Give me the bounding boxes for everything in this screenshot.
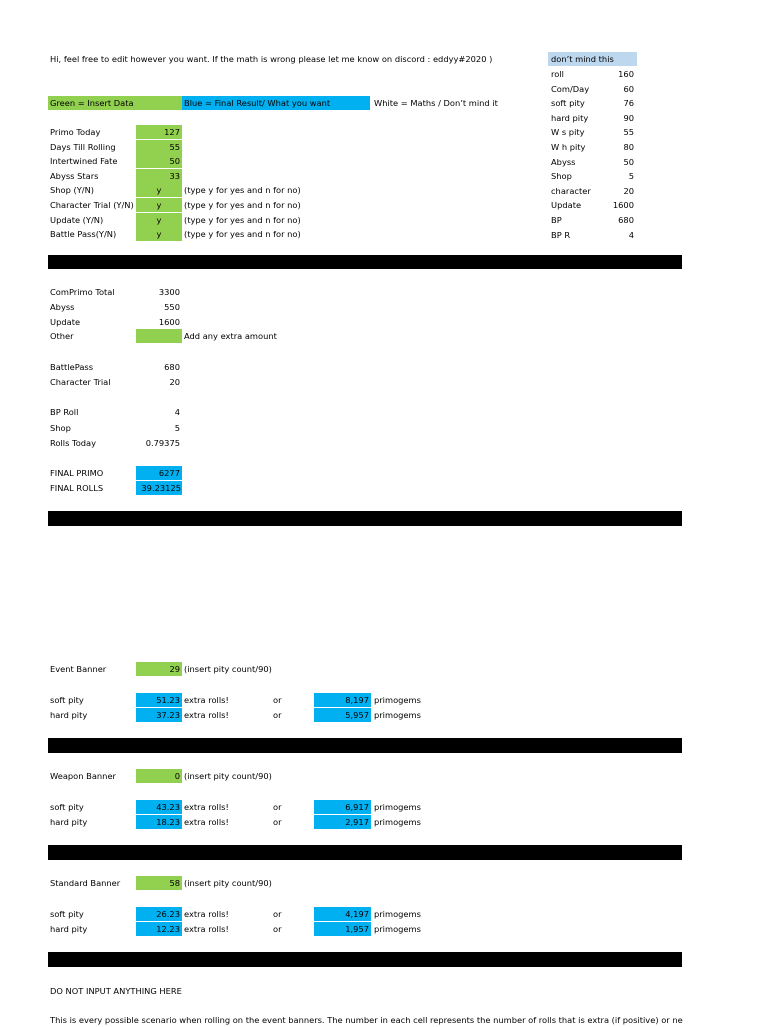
other-label: Other bbox=[50, 331, 74, 341]
rolls-today-label: Rolls Today bbox=[50, 438, 97, 448]
input-label: Update (Y/N) bbox=[50, 214, 104, 225]
extra-rolls-label: extra rolls! bbox=[184, 802, 229, 812]
or-label: or bbox=[273, 817, 282, 827]
shop-label: Shop bbox=[50, 423, 71, 433]
or-label: or bbox=[273, 710, 282, 720]
side-row-value[interactable]: 1600 bbox=[612, 200, 634, 211]
input-cell[interactable] bbox=[136, 227, 182, 241]
side-row-value[interactable]: 60 bbox=[623, 83, 634, 94]
input-label: Character Trial (Y/N) bbox=[50, 200, 134, 210]
input-cell[interactable] bbox=[136, 198, 182, 212]
final-primo-cell[interactable] bbox=[136, 466, 182, 480]
input-value: 55 bbox=[169, 141, 180, 152]
hard-pity-label: hard pity bbox=[50, 817, 88, 827]
hard-pity-label: hard pity bbox=[50, 710, 88, 720]
extra-rolls-label: extra rolls! bbox=[184, 710, 229, 720]
hard-pity-primo: 1,957 bbox=[345, 924, 369, 934]
side-row-label: Shop bbox=[551, 171, 572, 182]
input-note: (type y for yes and n for no) bbox=[184, 185, 301, 196]
legend-blue-text: Blue = Final Result/ What you want bbox=[184, 98, 331, 108]
other-note: Add any extra amount bbox=[184, 331, 277, 341]
side-row-value[interactable]: 50 bbox=[623, 156, 634, 167]
or-label: or bbox=[273, 802, 282, 812]
section-divider bbox=[48, 952, 682, 967]
side-header-cell[interactable] bbox=[548, 52, 637, 66]
input-note: (type y for yes and n for no) bbox=[184, 214, 301, 225]
input-label: Shop (Y/N) bbox=[50, 185, 95, 196]
extra-rolls-label: extra rolls! bbox=[184, 695, 229, 705]
legend-green-cell[interactable] bbox=[48, 96, 182, 110]
hard-pity-primo: 2,917 bbox=[345, 817, 369, 827]
input-label: Primo Today bbox=[50, 127, 101, 137]
hard-pity-primo-cell[interactable] bbox=[314, 815, 371, 829]
input-value: 33 bbox=[169, 170, 180, 181]
side-row-label: Update bbox=[551, 200, 582, 211]
input-cell[interactable] bbox=[136, 183, 182, 197]
input-note: (type y for yes and n for no) bbox=[184, 229, 301, 240]
side-row-value[interactable]: 76 bbox=[623, 98, 634, 109]
or-label: or bbox=[273, 909, 282, 919]
section-divider bbox=[48, 738, 682, 753]
side-row-label: W h pity bbox=[551, 142, 586, 152]
final-primo-label: FINAL PRIMO bbox=[50, 468, 104, 478]
primogems-label: primogems bbox=[374, 924, 421, 934]
side-row-value[interactable]: 20 bbox=[623, 185, 634, 196]
banner-name: Weapon Banner bbox=[50, 771, 116, 781]
legend-white-text: White = Maths / Don’t mind it bbox=[374, 98, 498, 108]
rolls-today-value[interactable]: 0.79375 bbox=[145, 438, 180, 448]
battlepass-label: BattlePass bbox=[50, 362, 94, 372]
primogems-label: primogems bbox=[374, 817, 421, 827]
comprimo-label: ComPrimo Total bbox=[50, 287, 115, 297]
extra-rolls-label: extra rolls! bbox=[184, 924, 229, 934]
side-row-label: character bbox=[551, 185, 591, 196]
hard-pity-rolls: 12.23 bbox=[156, 924, 180, 934]
input-value: 50 bbox=[169, 156, 180, 167]
bp-roll-value[interactable]: 4 bbox=[174, 407, 180, 417]
input-cell[interactable] bbox=[136, 213, 182, 227]
input-label: Battle Pass(Y/N) bbox=[50, 229, 117, 240]
side-row-label: BP R bbox=[551, 229, 571, 240]
hard-pity-primo: 5,957 bbox=[345, 710, 369, 720]
final-rolls-cell[interactable] bbox=[136, 481, 182, 495]
input-label: Days Till Rolling bbox=[50, 141, 116, 152]
banner-pity-value: 29 bbox=[169, 664, 180, 674]
hard-pity-rolls: 18.23 bbox=[156, 817, 180, 827]
legend-green-text: Green = Insert Data bbox=[50, 98, 134, 108]
extra-rolls-label: extra rolls! bbox=[184, 817, 229, 827]
input-cell[interactable] bbox=[136, 154, 182, 168]
banner-name: Event Banner bbox=[50, 664, 107, 674]
soft-pity-rolls: 26.23 bbox=[156, 909, 180, 919]
hard-pity-label: hard pity bbox=[50, 924, 88, 934]
soft-pity-primo-cell[interactable] bbox=[314, 693, 371, 707]
banner-pity-input[interactable] bbox=[136, 662, 182, 676]
banner-pity-note: (insert pity count/90) bbox=[184, 878, 272, 888]
hard-pity-primo-cell[interactable] bbox=[314, 708, 371, 722]
side-row-value[interactable]: 55 bbox=[623, 127, 634, 138]
input-note: (type y for yes and n for no) bbox=[184, 200, 301, 210]
hard-pity-rolls: 37.23 bbox=[156, 710, 180, 720]
input-value: y bbox=[156, 214, 162, 225]
side-row-value[interactable]: 5 bbox=[628, 171, 634, 182]
side-row-label: W s pity bbox=[551, 127, 585, 138]
soft-pity-primo-cell[interactable] bbox=[314, 800, 371, 814]
character-trial-value[interactable]: 20 bbox=[169, 377, 180, 387]
side-row-label: Com/Day bbox=[551, 83, 590, 94]
primogems-label: primogems bbox=[374, 909, 421, 919]
side-row-value[interactable]: 4 bbox=[628, 229, 634, 240]
shop-value[interactable]: 5 bbox=[174, 423, 180, 433]
character-trial-label: Character Trial bbox=[50, 377, 111, 387]
soft-pity-label: soft pity bbox=[50, 695, 84, 705]
soft-pity-rolls-cell[interactable] bbox=[136, 907, 182, 921]
side-row-label: BP bbox=[551, 215, 562, 225]
primogems-label: primogems bbox=[374, 710, 421, 720]
soft-pity-primo: 4,197 bbox=[345, 909, 369, 919]
final-primo-value: 6277 bbox=[158, 468, 180, 478]
soft-pity-primo-cell[interactable] bbox=[314, 907, 371, 921]
input-cell[interactable] bbox=[136, 169, 182, 183]
other-input[interactable] bbox=[136, 329, 182, 343]
banner-name: Standard Banner bbox=[50, 878, 121, 888]
footer-warning: DO NOT INPUT ANYTHING HERE bbox=[50, 986, 182, 996]
or-label: or bbox=[273, 695, 282, 705]
side-row-label: hard pity bbox=[551, 112, 589, 123]
section-divider bbox=[48, 511, 682, 526]
final-rolls-label: FINAL ROLLS bbox=[50, 483, 104, 493]
banner-pity-value: 58 bbox=[169, 878, 180, 888]
footer-description: This is every possible scenario when rolling on the event banners. The number in each cell represents the number of rolls that is extra (if positive) or ne bbox=[50, 1015, 683, 1025]
banner-pity-note: (insert pity count/90) bbox=[184, 771, 272, 781]
abyss-value[interactable]: 550 bbox=[164, 302, 180, 312]
primogems-label: primogems bbox=[374, 695, 421, 705]
or-label: or bbox=[273, 924, 282, 934]
comprimo-value[interactable]: 3300 bbox=[158, 287, 180, 297]
input-value: 127 bbox=[164, 127, 180, 137]
final-rolls-value: 39.23125 bbox=[141, 483, 181, 493]
input-value: y bbox=[156, 185, 162, 196]
extra-rolls-label: extra rolls! bbox=[184, 909, 229, 919]
bp-roll-label: BP Roll bbox=[50, 407, 79, 417]
input-value: y bbox=[156, 229, 162, 240]
legend-blue-cell[interactable] bbox=[182, 96, 370, 110]
side-row-value[interactable]: 90 bbox=[623, 112, 634, 123]
soft-pity-label: soft pity bbox=[50, 909, 84, 919]
banner-pity-input[interactable] bbox=[136, 876, 182, 890]
banner-pity-input[interactable] bbox=[136, 769, 182, 783]
side-row-value[interactable]: 680 bbox=[618, 215, 634, 225]
input-cell[interactable] bbox=[136, 140, 182, 154]
input-cell[interactable] bbox=[136, 125, 182, 139]
soft-pity-label: soft pity bbox=[50, 802, 84, 812]
input-label: Intertwined Fate bbox=[50, 156, 118, 167]
side-header: don’t mind this bbox=[551, 54, 614, 64]
side-row-value[interactable]: 80 bbox=[623, 142, 634, 152]
side-row-label: Abyss bbox=[551, 156, 576, 167]
side-row-label: roll bbox=[551, 69, 564, 79]
battlepass-value[interactable]: 680 bbox=[164, 362, 180, 372]
update-value[interactable]: 1600 bbox=[158, 317, 180, 327]
hard-pity-rolls-cell[interactable] bbox=[136, 708, 182, 722]
update-label: Update bbox=[50, 317, 81, 327]
input-label: Abyss Stars bbox=[50, 170, 99, 181]
soft-pity-rolls-cell[interactable] bbox=[136, 693, 182, 707]
soft-pity-primo: 6,917 bbox=[345, 802, 369, 812]
banner-pity-value: 0 bbox=[174, 771, 180, 781]
hard-pity-rolls-cell[interactable] bbox=[136, 922, 182, 936]
abyss-label: Abyss bbox=[50, 302, 75, 312]
hard-pity-primo-cell[interactable] bbox=[314, 922, 371, 936]
section-divider bbox=[48, 255, 682, 269]
input-value: y bbox=[156, 200, 162, 210]
soft-pity-primo: 8,197 bbox=[345, 695, 369, 705]
side-row-value[interactable]: 160 bbox=[618, 69, 634, 79]
banner-pity-note: (insert pity count/90) bbox=[184, 664, 272, 674]
soft-pity-rolls-cell[interactable] bbox=[136, 800, 182, 814]
section-divider bbox=[48, 845, 682, 860]
soft-pity-rolls: 43.23 bbox=[156, 802, 180, 812]
soft-pity-rolls: 51.23 bbox=[156, 695, 180, 705]
side-row-label: soft pity bbox=[551, 98, 585, 109]
intro-text: Hi, feel free to edit however you want. If the math is wrong please let me know on discord : eddyy#2020 ) bbox=[50, 54, 493, 64]
hard-pity-rolls-cell[interactable] bbox=[136, 815, 182, 829]
primogems-label: primogems bbox=[374, 802, 421, 812]
